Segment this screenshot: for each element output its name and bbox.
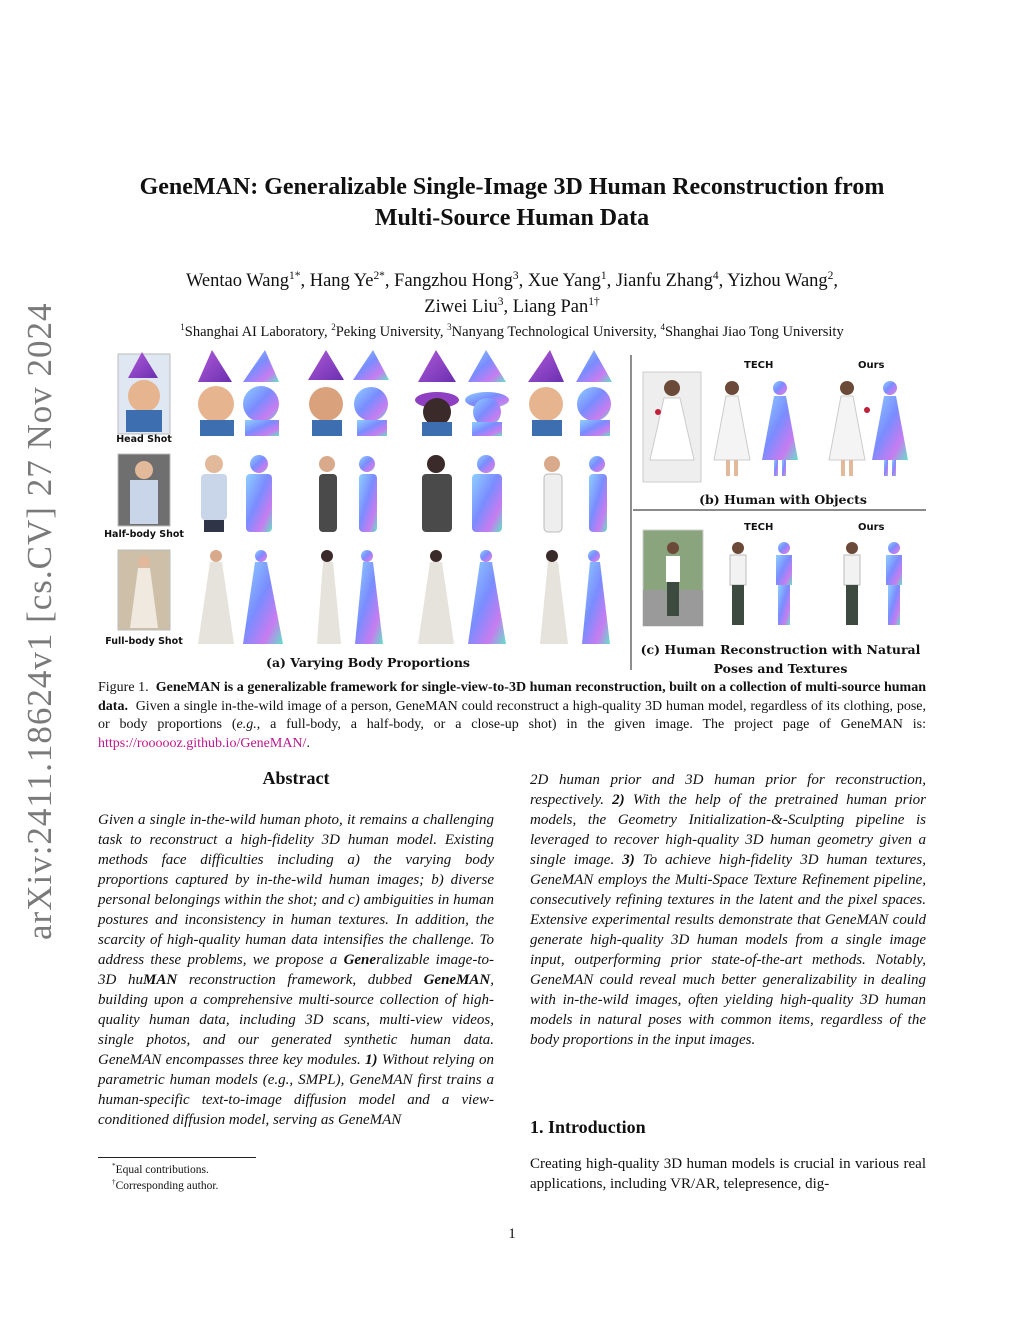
- panel-b-graphics: [643, 372, 908, 482]
- subfigure-b-label: (b) Human with Objects: [699, 492, 867, 507]
- half-body-photo: [118, 454, 170, 526]
- affiliation: Shanghai AI Laboratory,: [184, 324, 332, 340]
- footnote-mark: *: [112, 1162, 116, 1171]
- footnotes: [112, 1162, 218, 1194]
- abstract-text: reconstruction framework, dubbed: [177, 972, 424, 988]
- page-number: 1: [508, 1226, 516, 1242]
- introduction-heading: 1. Introduction: [530, 1117, 646, 1137]
- figure-graphics: [98, 350, 928, 680]
- abstract-bold: MAN: [142, 972, 178, 988]
- abstract-text: 2D human prior and 3D human prior for reconstruction, respectively.: [530, 772, 926, 808]
- author: Hang Ye: [309, 271, 374, 291]
- row-label-head-shot: Head Shot: [116, 434, 172, 445]
- arxiv-stamp: arXiv:2411.18624v1 [cs.CV] 27 Nov 2024: [20, 302, 59, 940]
- row-label-half-body: Half-body Shot: [104, 529, 184, 540]
- full-body-photo: [118, 550, 170, 630]
- abstract-text: , building upon a comprehensive multi-source collection of high-quality human data, including 3D scans, multi-view videos, single photos, and our generated synthetic human data. GeneMAN encompasses three key modules.: [98, 972, 494, 1068]
- author: Wentao Wang: [185, 271, 289, 291]
- abstract-text: With the help of the pretrained human prior models, the Geometry Initialization-&-Sculpting pipeline is leveraged to recover high-quality 3D human geometry given a single image.: [530, 792, 926, 868]
- title-line-2: Multi-Source Human Data: [374, 205, 650, 231]
- author: Liang Pan: [512, 297, 589, 317]
- author-mark: 1: [600, 269, 607, 282]
- caption-eg: e.g.: [236, 717, 257, 732]
- full-body-results: [198, 550, 610, 644]
- affiliation-number: 2: [331, 322, 336, 333]
- subfigure-c-label: [638, 640, 923, 678]
- half-body-results: [201, 455, 607, 532]
- row-label-full-body: Full-body Shot: [105, 636, 183, 647]
- column-head-tech: TECH: [744, 360, 774, 371]
- author: Xue Yang: [527, 271, 601, 291]
- abstract-text: ralizable image-to-3D hu: [98, 952, 494, 988]
- affiliation: Nanyang Technological University,: [451, 324, 661, 340]
- head-shot-photo: [118, 352, 170, 434]
- author: Ziwei Liu: [424, 297, 498, 317]
- abstract-text: Without relying on parametric human models (e.g., SMPL), GeneMAN first trains a human-specific text-to-image diffusion model and a view-conditioned diffusion model, serving as GeneMAN: [98, 1052, 494, 1128]
- abstract-text: To achieve high-fidelity 3D human textures, GeneMAN employs the Multi-Space Texture Refinement pipeline, consecutively refining textures in the latent and the pixel spaces. Extensive experimental results demonstrate that GeneMAN could generate high-quality 3D human models from a single image input, outperforming prior state-of-the-art methods. Notably, GeneMAN could reveal much better generalizability in dealing with in-the-wild images, often yielding high-quality 3D human models in natural poses with common items, regardless of the body proportions in the input images.: [530, 852, 926, 1048]
- column-head-ours: Ours: [858, 522, 885, 533]
- abstract-text: Given a single in-the-wild human photo, it remains a challenging task to reconstruct a high-fidelity 3D human model. Existing methods face difficulties including a) the varying body proportions captured by in-the-wild human images; b) diverse personal belongings within the shot; and c) ambiguities in human postures and inconsistency in human textures. In addition, the scarcity of high-quality human data intensifies the challenge. To address these problems, we propose a: [98, 812, 494, 968]
- footnote: Corresponding author.: [115, 1180, 219, 1192]
- author: Fangzhou Hong: [394, 271, 513, 291]
- project-page-link[interactable]: https://roooooz.github.io/GeneMAN/: [98, 735, 307, 751]
- affiliation: Shanghai Jiao Tong University: [664, 324, 844, 340]
- abstract-bold: 2): [612, 792, 625, 808]
- author-mark: 1†: [588, 295, 600, 308]
- author-mark: 4: [712, 269, 719, 282]
- author: Jianfu Zhang: [615, 271, 713, 291]
- author-mark: 2*: [373, 269, 385, 282]
- abstract-bold: 3): [622, 852, 635, 868]
- abstract-bold: GeneMAN: [423, 972, 491, 988]
- head-shot-results: [198, 350, 612, 436]
- caption-text: Given a single in-the-wild image of a person, GeneMAN could reconstruct a high-quality 3D human model, regardless of its clothing, pose, or body proportions (: [98, 698, 927, 732]
- subfigure-c-line: (c) Human Reconstruction with Natural: [640, 642, 921, 657]
- abstract-bold: Gene: [343, 952, 377, 968]
- abstract-bold: 1): [365, 1052, 378, 1068]
- affiliation-number: 1: [180, 322, 185, 333]
- teaser-figure: [98, 350, 928, 680]
- author-mark: 2: [827, 269, 834, 282]
- author-mark: 3: [497, 295, 504, 308]
- affiliation-number: 4: [660, 322, 665, 333]
- footnote-mark: †: [112, 1178, 116, 1187]
- title-line-1: GeneMAN: Generalizable Single-Image 3D Human Reconstruction from: [139, 174, 885, 200]
- caption-text: , a full-body, a half-body, or a close-up shot) in the given image. The project page of GeneMAN is:: [256, 717, 926, 732]
- subfigure-c-line: Poses and Textures: [713, 661, 848, 676]
- caption-end: .: [306, 735, 310, 751]
- abstract-right-column: [530, 770, 926, 1050]
- affiliation-list: [100, 322, 924, 342]
- subfigure-a-label: (a) Varying Body Proportions: [266, 655, 470, 670]
- affiliation: Peking University,: [335, 324, 448, 340]
- abstract-left-column: [98, 810, 494, 1130]
- abstract-heading: Abstract: [262, 768, 330, 788]
- caption-bold: GeneMAN is a generalizable framework for single-view-to-3D human reconstruction, built on a collection of multi-source human data.: [98, 680, 926, 714]
- paper-title: [100, 172, 924, 234]
- footnote-rule: [98, 1157, 256, 1158]
- column-head-tech: TECH: [744, 522, 774, 533]
- affiliation-number: 3: [447, 322, 452, 333]
- introduction-text: Creating high-quality 3D human models is crucial in various real applications, including VR/AR, telepresence, dig-: [530, 1156, 926, 1192]
- author-list: Wentao Wang$^{1*}$, Hang $Ye^{2*}$, Fangzhou Hong$^3$, Xue Yang$^1$, Jianfu Zhang$^4$, Yizhou Wang$^2$, Ziwei Liu$^3$, Liang Pan$^{1\dagger}$: [185, 269, 839, 317]
- panel-c-graphics: [643, 530, 902, 626]
- footnote: Equal contributions.: [115, 1164, 209, 1176]
- author: Yizhou Wang: [727, 271, 828, 291]
- caption-label: Figure 1.: [98, 680, 149, 695]
- author-mark: 3: [512, 269, 519, 282]
- figure-caption: [98, 679, 926, 753]
- author-mark: 1*: [288, 269, 301, 282]
- column-head-ours: Ours: [858, 360, 885, 371]
